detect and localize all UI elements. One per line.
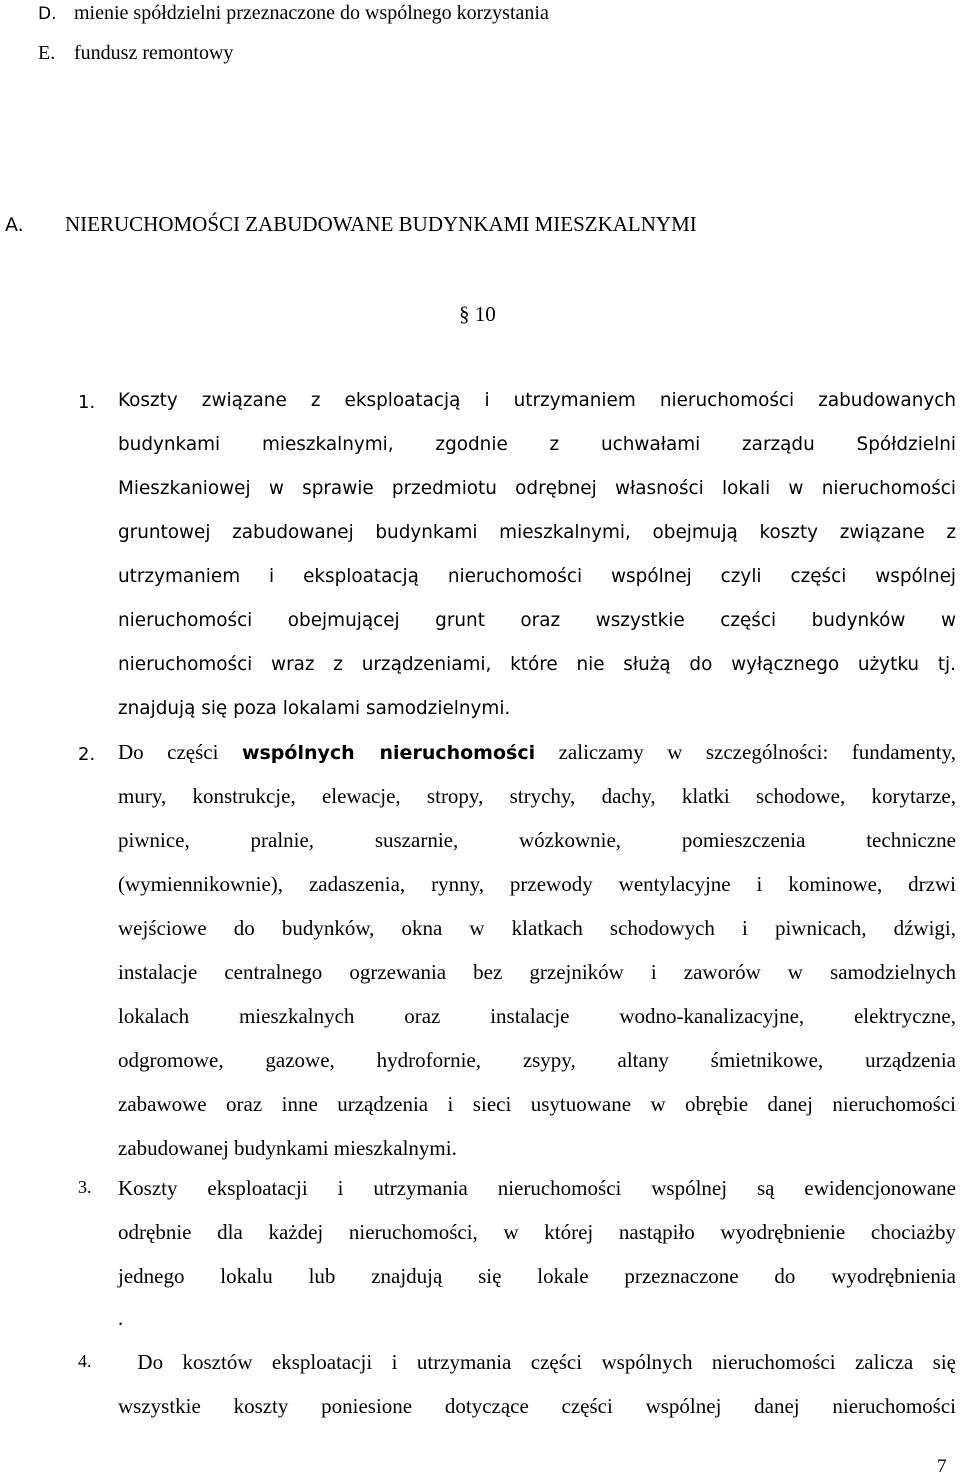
list-text: mienie spółdzielni przeznaczone do wspólnego korzystania [74,2,549,24]
list-text: fundusz remontowy [74,42,234,64]
list-label: E. [38,42,56,64]
list-item-d [38,2,549,25]
text-line: mury, konstrukcje, elewacje, stropy, strychy, dachy, klatki schodowe, korytarze, [118,784,956,808]
text-line: nieruchomości obejmującej grunt oraz wszystkie części budynków w [118,610,956,631]
text-line: zabudowanej budynkami mieszkalnymi. [118,1136,457,1160]
text-line: jednego lokalu lub znajdują się lokale przeznaczone do wyodrębnienia [118,1264,956,1288]
text-line: odrębnie dla każdej nieruchomości, w której nastąpiło wyodrębnienie chociażby [118,1220,956,1244]
paragraph-number: 1. [78,392,96,413]
heading-text: NIERUCHOMOŚCI ZABUDOWANE BUDYNKAMI MIESZKALNYMI [65,212,697,236]
text-line: odgromowe, gazowe, hydrofornie, zsypy, altany śmietnikowe, urządzenia [118,1048,956,1072]
section-heading [5,212,697,237]
text-line: Koszty eksploatacji i utrzymania nieruchomości wspólnej są ewidencjonowane [118,1176,956,1200]
text-line: wejściowe do budynków, okna w klatkach schodowych i piwnicach, dźwigi, [118,916,956,940]
text-line: . [118,1306,124,1330]
text-line: Mieszkaniowej w sprawie przedmiotu odrębnej własności lokali w nieruchomości [118,478,956,499]
text-run: Do części [118,740,242,764]
text-line: Do kosztów eksploatacji i utrzymania części wspólnych nieruchomości zalicza się [118,1350,956,1374]
text-line [118,740,956,765]
paragraph-number: 2. [78,744,96,765]
text-line: utrzymaniem i eksploatacją nieruchomości wspólnej czyli części wspólnej [118,566,956,587]
text-line: instalacje centralnego ogrzewania bez grzejników i zaworów w samodzielnych [118,960,956,984]
text-run: zaliczamy w szczególności: fundamenty, [535,740,956,764]
paragraph-number: 4. [78,1351,92,1371]
bold-term: wspólnych nieruchomości [241,742,536,764]
page-number: 7 [937,1456,947,1477]
text-line: lokalach mieszkalnych oraz instalacje wodno-kanalizacyjne, elektryczne, [118,1004,956,1028]
text-line: wszystkie koszty poniesione dotyczące części wspólnej danej nieruchomości [118,1394,956,1418]
list-item-e [38,42,233,65]
text-line: piwnice, pralnie, suszarnie, wózkownie, pomieszczenia techniczne [118,828,956,852]
text-line: budynkami mieszkalnymi, zgodnie z uchwałami zarządu Spółdzielni [118,434,956,455]
heading-label: A. [5,214,24,236]
text-line: znajdują się poza lokalami samodzielnymi. [118,698,511,719]
paragraph-number: 3. [78,1177,92,1197]
list-label: D. [38,4,57,24]
text-line: (wymiennikownie), zadaszenia, rynny, przewody wentylacyjne i kominowe, drzwi [118,872,956,896]
text-line: gruntowej zabudowanej budynkami mieszkalnymi, obejmują koszty związane z [118,522,956,543]
text-line: nieruchomości wraz z urządzeniami, które nie służą do wyłącznego użytku tj. [118,654,956,675]
text-line: zabawowe oraz inne urządzenia i sieci usytuowane w obrębie danej nieruchomości [118,1092,956,1116]
text-line: Koszty związane z eksploatacją i utrzymaniem nieruchomości zabudowanych [118,390,956,411]
section-number: § 10 [459,302,496,326]
